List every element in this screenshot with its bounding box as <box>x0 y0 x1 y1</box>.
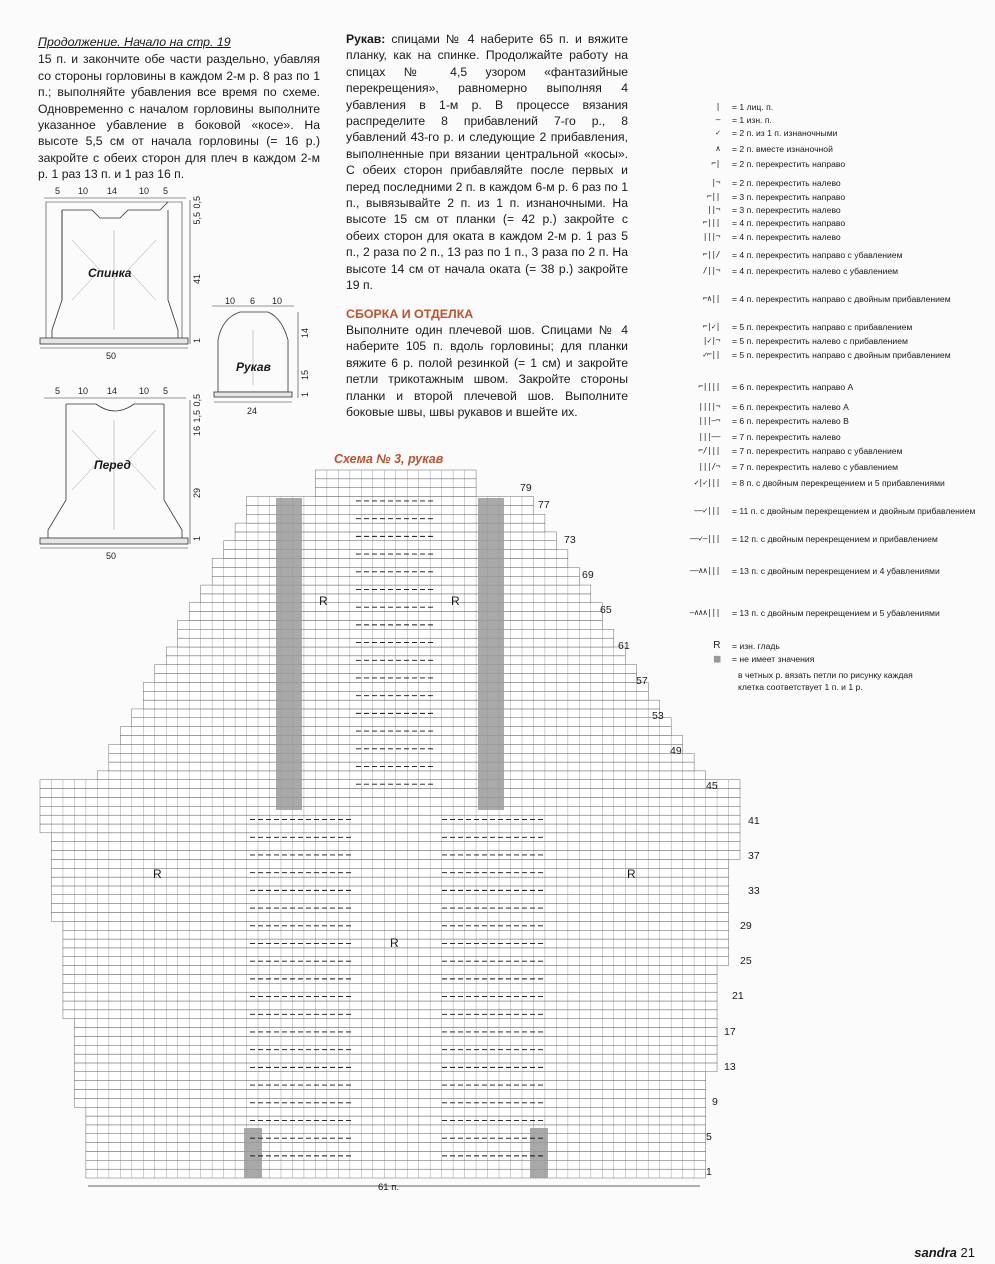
legend-symbol: ⌐|||| <box>698 382 720 391</box>
row-number: 13 <box>724 1061 736 1073</box>
chart-row <box>40 797 740 806</box>
chart-row <box>40 815 740 824</box>
row-number: 53 <box>652 710 664 722</box>
legend-text: = 3 п. перекрестить направо <box>732 192 846 202</box>
chart-row <box>120 736 682 745</box>
legend-symbol: |||–¬ <box>698 416 720 425</box>
legend-text: = 13 п. с двойным перекрещением и 5 убавлениями <box>732 608 940 618</box>
chart-row <box>51 913 728 922</box>
sleeve-side-dim-3: 1 <box>300 392 310 398</box>
legend-symbol: ■ <box>713 652 720 665</box>
chart-row <box>63 1001 717 1010</box>
no-value-cells <box>244 1128 262 1178</box>
row-number: 41 <box>748 815 760 827</box>
sleeve-text: спицами № 4 наберите 65 п. и вяжите планку, как на спинке. Продолжайте работу на спицах № 4,5 узором «фантазийные перекрещения», равномерно выполняя 4 убавления в 1-м р. В процессе вязания распределите 8 прибавлений 7-го р., 8 убавлений 43-го р. и следующие 2 прибавления, выполненные при вязании центральной «косы». С обеих сторон прибавляйте после первых и перед последними 2 п. в каждом 6-м р. 6 раз по 1 п., вывязывайте 2 п. из 1 п. изнаночными. На высоте 15 см от планки (= 42 р.) закройте с обеих сторон для оката в каждом 2-м р. 1 раз 5 п., 2 раза по 2 п., 13 раз по 1 п., 3 раза по 2 п. На высоте 14 см от начала оката (= 38 р.) закройте 19 п. <box>346 32 628 293</box>
legend-symbol: ||¬ <box>707 205 720 214</box>
row-number: 49 <box>670 745 682 757</box>
legend-text: = 6 п. перекрестить налево A <box>732 402 849 412</box>
legend-symbol: ⌐||/ <box>702 250 720 259</box>
chart-row <box>63 983 717 992</box>
legend-text: = 4 п. перекрестить направо <box>732 218 846 228</box>
back-dim-3: 14 <box>107 186 118 196</box>
back-dim-1: 5 <box>55 186 61 196</box>
row-number: 79 <box>520 482 532 494</box>
back-label: Спинка <box>88 266 132 280</box>
chart-row <box>132 718 671 727</box>
front-dim-3: 14 <box>107 386 118 396</box>
r-label-2: R <box>451 594 460 608</box>
legend-symbol: ⌐| <box>711 159 720 168</box>
legend-text: = 1 изн. п. <box>732 115 772 125</box>
sleeve-dim-2: 6 <box>250 296 256 306</box>
front-dim-1: 5 <box>55 386 61 396</box>
row-number: 29 <box>740 920 752 932</box>
legend-text: = 2 п. вместе изнаночной <box>732 144 833 154</box>
legend-symbol: –∧∧∧||| <box>689 608 720 617</box>
back-side-dim-1: 0,5 <box>192 196 202 209</box>
chart-row <box>109 762 694 771</box>
row-number: 77 <box>538 499 550 511</box>
legend-symbol: |||/¬ <box>698 462 720 471</box>
legend-symbol: ––✓–||| <box>689 534 720 543</box>
row-number: 21 <box>732 990 744 1002</box>
chart-row <box>109 753 694 762</box>
sleeve-side-dim-1: 14 <box>300 328 310 339</box>
back-dim-4: 10 <box>139 186 150 196</box>
chart-row <box>40 824 740 833</box>
row-number: 37 <box>748 850 760 862</box>
chart-row <box>224 541 557 550</box>
sleeve-label: Рукав: <box>346 32 386 46</box>
legend-symbol: | <box>715 102 720 111</box>
legend-text: = 5 п. перекрестить налево с прибавлением <box>732 336 908 346</box>
chart-row <box>63 1010 717 1019</box>
legend-text: = 6 п. перекрестить налево B <box>732 416 849 426</box>
chart-row <box>74 1072 705 1081</box>
row-number: 1 <box>706 1166 712 1178</box>
legend-symbol: – <box>715 115 720 124</box>
front-label: Перед <box>94 458 131 472</box>
no-value-cells <box>530 1128 548 1178</box>
legend-text: = изн. гладь <box>732 641 780 651</box>
legend-symbol: |||¬ <box>702 232 720 241</box>
front-dim-4: 10 <box>139 386 150 396</box>
legend-symbol: ⌐/||| <box>698 446 720 455</box>
back-side-dim-4: 1 <box>192 338 202 344</box>
row-number: 69 <box>582 569 594 581</box>
legend-text: = 8 п. с двойным перекрещением и 5 прибавлениями <box>732 478 945 488</box>
legend-symbol: ––✓||| <box>694 506 720 515</box>
page-footer <box>914 1245 975 1260</box>
legend-symbol: ⌐|✓| <box>702 322 720 331</box>
r-label-5: R <box>627 867 636 881</box>
assembly-title: СБОРКА И ОТДЕЛКА <box>346 306 474 321</box>
left-paragraph: 15 п. и закончите обе части раздельно, убавляя со стороны горловины в каждом 2-м р. 8 раз по 1 п.; выполняйте убавления все время по схеме. Одновременно с началом горловины выполните указанное убавление в боковой «косе». На высоте 5,5 см от начала горловины (= 16 р.) закройте с обеих сторон для плеч в каждом 2-м р. 1 раз 13 п. и 1 раз 16 п. <box>38 52 320 182</box>
chart-row <box>63 974 717 983</box>
legend-text: = 2 п. из 1 п. изнаночными <box>732 128 838 138</box>
legend-text: = 7 п. перекрестить налево с убавлением <box>732 462 899 472</box>
legend-symbol: /||¬ <box>702 266 720 275</box>
legend-text: = 4 п. перекрестить налево <box>732 232 841 242</box>
continuation-note: Продолжение. Начало на стр. 19 <box>38 35 231 49</box>
row-number: 45 <box>706 780 718 792</box>
chart-row <box>74 1090 705 1099</box>
legend-symbol: ⌐||| <box>702 218 720 227</box>
legend-text: = 7 п. перекрестить направо с убавлением <box>732 446 903 456</box>
r-label-3: R <box>153 867 162 881</box>
legend-text: = 11 п. с двойным перекрещением и двойным прибавлением <box>732 506 976 516</box>
legend-text: = 2 п. перекрестить направо <box>732 159 846 169</box>
r-label-4: R <box>390 936 399 950</box>
front-width: 50 <box>106 551 117 561</box>
legend-text: = 13 п. с двойным перекрещением и 4 убавлениями <box>732 566 940 576</box>
legend-symbol: ––∧∧||| <box>689 566 720 575</box>
legend-symbol: |¬ <box>711 178 720 187</box>
legend-symbol: ⌐∧|| <box>702 294 720 303</box>
sleeve-dim-3: 10 <box>272 296 283 306</box>
front-side-dim-1: 0,5 <box>192 394 202 407</box>
brand-name: sandra <box>914 1245 957 1260</box>
chart-row <box>212 559 568 568</box>
back-side-dim-3: 41 <box>192 274 202 285</box>
schema-title: Схема № 3, рукав <box>334 452 444 466</box>
chart-row <box>63 992 717 1001</box>
legend-text: = 1 лиц. п. <box>732 102 774 112</box>
chart-row <box>51 904 728 913</box>
chart-row <box>51 886 728 895</box>
chart-row <box>74 1081 705 1090</box>
row-number: 17 <box>724 1026 736 1038</box>
front-side-dim-3: 16 <box>192 426 202 437</box>
sleeve-label: Рукав <box>236 360 271 374</box>
row-number: 73 <box>564 534 576 546</box>
legend-symbol: ||||¬ <box>698 402 720 411</box>
sleeve-width: 24 <box>247 406 258 416</box>
legend-text: = 12 п. с двойным перекрещением и прибавлением <box>732 534 938 544</box>
front-side-dim-5: 1 <box>192 536 202 542</box>
legend-text: = не имеет значения <box>732 654 815 664</box>
r-label-1: R <box>319 594 328 608</box>
legend-symbol: R <box>713 640 720 651</box>
assembly-text: Выполните один плечевой шов. Спицами № 4 наберите 105 п. вдоль горловины; для планки вяжите 6 р. полой резинкой (= 1 см) и закройте петли трикотажным швом. Закройте стороны планки и второй плечевой шов. Выполните боковые швы, швы рукавов и вшейте их. <box>346 322 628 419</box>
legend-text: = 6 п. перекрестить направо A <box>732 382 854 392</box>
no-value-cells <box>276 498 302 810</box>
back-dim-5: 5 <box>163 186 169 196</box>
no-value-cells <box>478 498 504 810</box>
chart-row <box>63 966 717 975</box>
row-number: 61 <box>618 640 630 652</box>
legend-text: = 4 п. перекрестить налево с убавлением <box>732 266 899 276</box>
back-width: 50 <box>106 351 117 361</box>
legend-symbol: ✓ <box>715 128 720 137</box>
schema-width-label: 61 п. <box>378 1182 399 1193</box>
chart-row <box>74 1098 705 1107</box>
row-number: 5 <box>706 1131 712 1143</box>
chart-row <box>40 789 740 798</box>
legend-text: = 5 п. перекрестить направо с двойным прибавлением <box>732 350 951 360</box>
legend-text: = 7 п. перекрестить налево <box>732 432 841 442</box>
chart-row <box>143 700 659 709</box>
chart-row <box>40 806 740 815</box>
front-dim-5: 5 <box>163 386 169 396</box>
legend-symbol: ✓|✓||| <box>694 478 720 487</box>
back-dim-2: 10 <box>78 186 89 196</box>
legend-symbol: ⌐|| <box>707 192 720 201</box>
legend-text: = 4 п. перекрестить направо с убавлением <box>732 250 903 260</box>
front-side-dim-2: 1,5 <box>192 410 202 423</box>
row-number: 65 <box>600 604 612 616</box>
legend-note: в четных р. вязать петли по рисунку каждая клетка соответствует 1 п. и 1 р. <box>738 670 913 692</box>
front-dim-2: 10 <box>78 386 89 396</box>
chart-row <box>97 771 705 780</box>
legend-symbol: ∧ <box>715 144 720 153</box>
page-number: 21 <box>960 1245 975 1260</box>
front-side-dim-4: 29 <box>192 488 202 499</box>
row-number: 25 <box>740 955 752 967</box>
row-number: 9 <box>712 1096 718 1108</box>
chart-row <box>51 895 728 904</box>
legend-symbol: ✓⌐|| <box>702 350 720 359</box>
legend-symbol: |||–– <box>698 432 720 441</box>
row-number: 33 <box>748 885 760 897</box>
legend-symbol: |✓|¬ <box>702 336 720 345</box>
row-number: 57 <box>636 675 648 687</box>
legend-text: = 5 п. перекрестить направо с прибавлением <box>732 322 913 332</box>
legend-text: = 3 п. перекрестить налево <box>732 205 841 215</box>
sleeve-side-dim-2: 15 <box>300 370 310 381</box>
legend-text: = 2 п. перекрестить налево <box>732 178 841 188</box>
legend-text: = 4 п. перекрестить направо с двойным прибавлением <box>732 294 951 304</box>
sleeve-dim-1: 10 <box>225 296 236 306</box>
back-side-dim-2: 5,5 <box>192 212 202 225</box>
